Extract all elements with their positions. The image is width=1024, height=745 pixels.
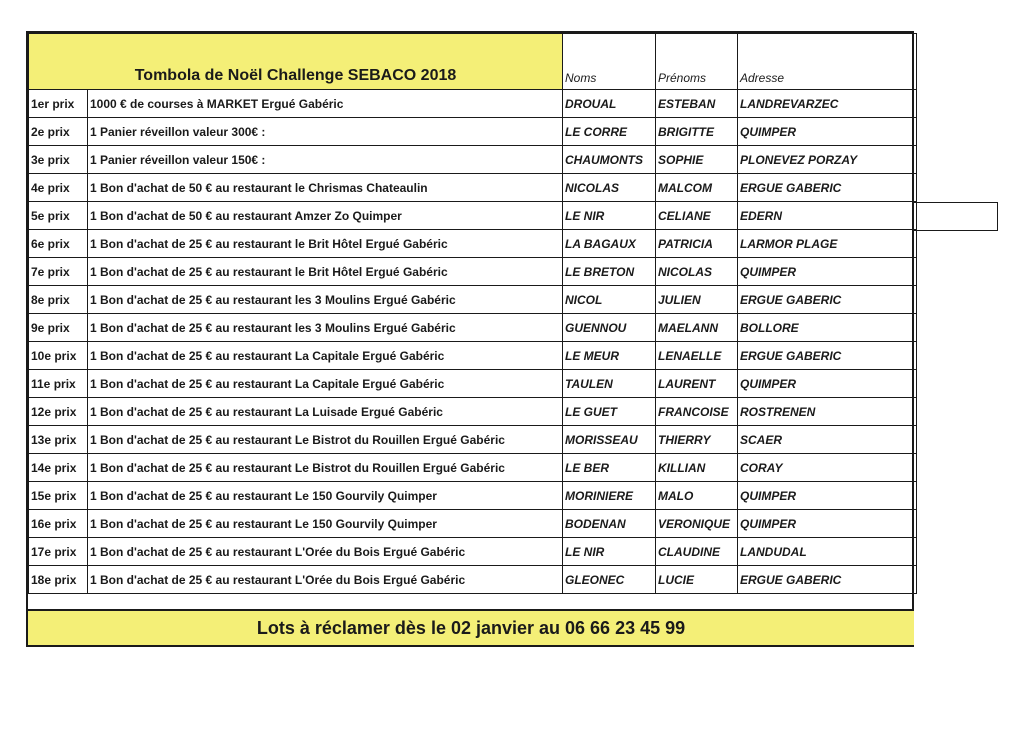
winner-adresse: ERGUE GABERIC [738,566,917,594]
prize-rank: 9e prix [29,314,88,342]
winner-nom: TAULEN [563,370,656,398]
winner-adresse: LANDREVARZEC [738,90,917,118]
winner-prenom: ESTEBAN [656,90,738,118]
winner-adresse: ERGUE GABERIC [738,174,917,202]
table-row [29,342,917,370]
winner-nom: LE NIR [563,538,656,566]
winner-adresse: QUIMPER [738,258,917,286]
winner-nom: NICOLAS [563,174,656,202]
winner-adresse: SCAER [738,426,917,454]
winner-nom: BODENAN [563,510,656,538]
winner-prenom: JULIEN [656,286,738,314]
prize-description: 1 Panier réveillon valeur 300€ : [88,118,563,146]
prize-description: 1 Bon d'achat de 25 € au restaurant Le 150 Gourvily Quimper [88,510,563,538]
winner-prenom: KILLIAN [656,454,738,482]
winner-adresse: QUIMPER [738,118,917,146]
prize-description: 1 Bon d'achat de 25 € au restaurant L'Orée du Bois Ergué Gabéric [88,538,563,566]
prize-rank: 16e prix [29,510,88,538]
winner-nom: MORINIERE [563,482,656,510]
table-row [29,118,917,146]
winner-nom: LE CORRE [563,118,656,146]
prize-rank: 1er prix [29,90,88,118]
winner-nom: CHAUMONTS [563,146,656,174]
winner-nom: LE GUET [563,398,656,426]
winner-nom: GUENNOU [563,314,656,342]
winner-adresse: ERGUE GABERIC [738,286,917,314]
prize-description: 1 Bon d'achat de 25 € au restaurant La Capitale Ergué Gabéric [88,342,563,370]
winner-nom: LA BAGAUX [563,230,656,258]
prize-rank: 6e prix [29,230,88,258]
table-row [29,146,917,174]
prize-rank: 3e prix [29,146,88,174]
winner-nom: MORISSEAU [563,426,656,454]
table-row [29,398,917,426]
winner-prenom: CELIANE [656,202,738,230]
winner-nom: LE MEUR [563,342,656,370]
winner-prenom: LUCIE [656,566,738,594]
winner-adresse: QUIMPER [738,482,917,510]
table-row [29,314,917,342]
winner-prenom: MALO [656,482,738,510]
table-row [29,538,917,566]
winner-nom: LE BRETON [563,258,656,286]
winner-prenom: LENAELLE [656,342,738,370]
table-row [29,230,917,258]
prize-description: 1 Panier réveillon valeur 150€ : [88,146,563,174]
winner-adresse: PLONEVEZ PORZAY [738,146,917,174]
winner-adresse: ERGUE GABERIC [738,342,917,370]
winner-prenom: MAELANN [656,314,738,342]
table-row [29,510,917,538]
winner-prenom: VERONIQUE [656,510,738,538]
prize-rank: 7e prix [29,258,88,286]
footer-note: Lots à réclamer dès le 02 janvier au 06 66 23 45 99 [28,609,914,645]
page-title: Tombola de Noël Challenge SEBACO 2018 [29,34,563,90]
winner-nom: LE BER [563,454,656,482]
table-row [29,566,917,594]
table-row [29,482,917,510]
header-noms: Noms [563,34,656,90]
prize-description: 1 Bon d'achat de 50 € au restaurant Amzer Zo Quimper [88,202,563,230]
prize-rank: 14e prix [29,454,88,482]
header-adresse: Adresse [738,34,917,90]
header-prenoms: Prénoms [656,34,738,90]
prize-rank: 8e prix [29,286,88,314]
winner-nom: DROUAL [563,90,656,118]
prize-rank: 15e prix [29,482,88,510]
prize-table [28,33,917,594]
winner-prenom: PATRICIA [656,230,738,258]
prize-description: 1 Bon d'achat de 25 € au restaurant La Luisade Ergué Gabéric [88,398,563,426]
winner-prenom: THIERRY [656,426,738,454]
winner-adresse: LARMOR PLAGE [738,230,917,258]
prize-description: 1 Bon d'achat de 50 € au restaurant le Chrismas Chateaulin [88,174,563,202]
winner-adresse: LANDUDAL [738,538,917,566]
prize-rank: 2e prix [29,118,88,146]
prize-description: 1 Bon d'achat de 25 € au restaurant les 3 Moulins Ergué Gabéric [88,286,563,314]
header-row [29,34,917,90]
prize-description: 1 Bon d'achat de 25 € au restaurant Le Bistrot du Rouillen Ergué Gabéric [88,454,563,482]
table-row [29,258,917,286]
table-row [29,202,917,230]
winner-nom: LE NIR [563,202,656,230]
winner-nom: GLEONEC [563,566,656,594]
prize-description: 1 Bon d'achat de 25 € au restaurant le Brit Hôtel Ergué Gabéric [88,258,563,286]
prize-rank: 18e prix [29,566,88,594]
prize-description: 1 Bon d'achat de 25 € au restaurant Le Bistrot du Rouillen Ergué Gabéric [88,426,563,454]
prize-rank: 11e prix [29,370,88,398]
table-row [29,370,917,398]
winner-adresse: BOLLORE [738,314,917,342]
prize-rank: 17e prix [29,538,88,566]
winner-adresse: EDERN [738,202,917,230]
table-row [29,90,917,118]
winner-nom: NICOL [563,286,656,314]
prize-rank: 12e prix [29,398,88,426]
winner-adresse: QUIMPER [738,510,917,538]
winner-adresse: CORAY [738,454,917,482]
table-row [29,426,917,454]
winner-adresse: QUIMPER [738,370,917,398]
tombola-sheet [26,31,914,647]
prize-description: 1 Bon d'achat de 25 € au restaurant Le 150 Gourvily Quimper [88,482,563,510]
winner-prenom: SOPHIE [656,146,738,174]
winner-adresse: ROSTRENEN [738,398,917,426]
table-row [29,454,917,482]
prize-description: 1 Bon d'achat de 25 € au restaurant La Capitale Ergué Gabéric [88,370,563,398]
prize-rank: 5e prix [29,202,88,230]
table-row [29,286,917,314]
prize-description: 1 Bon d'achat de 25 € au restaurant les 3 Moulins Ergué Gabéric [88,314,563,342]
winner-prenom: CLAUDINE [656,538,738,566]
prize-description: 1 Bon d'achat de 25 € au restaurant le Brit Hôtel Ergué Gabéric [88,230,563,258]
prize-description: 1000 € de courses à MARKET Ergué Gabéric [88,90,563,118]
winner-prenom: LAURENT [656,370,738,398]
prize-rank: 13e prix [29,426,88,454]
table-row [29,174,917,202]
winner-prenom: NICOLAS [656,258,738,286]
winner-prenom: FRANCOISE [656,398,738,426]
prize-description: 1 Bon d'achat de 25 € au restaurant L'Orée du Bois Ergué Gabéric [88,566,563,594]
prize-rank: 4e prix [29,174,88,202]
stray-cell-border [914,202,998,231]
winner-prenom: MALCOM [656,174,738,202]
winner-prenom: BRIGITTE [656,118,738,146]
prize-rank: 10e prix [29,342,88,370]
